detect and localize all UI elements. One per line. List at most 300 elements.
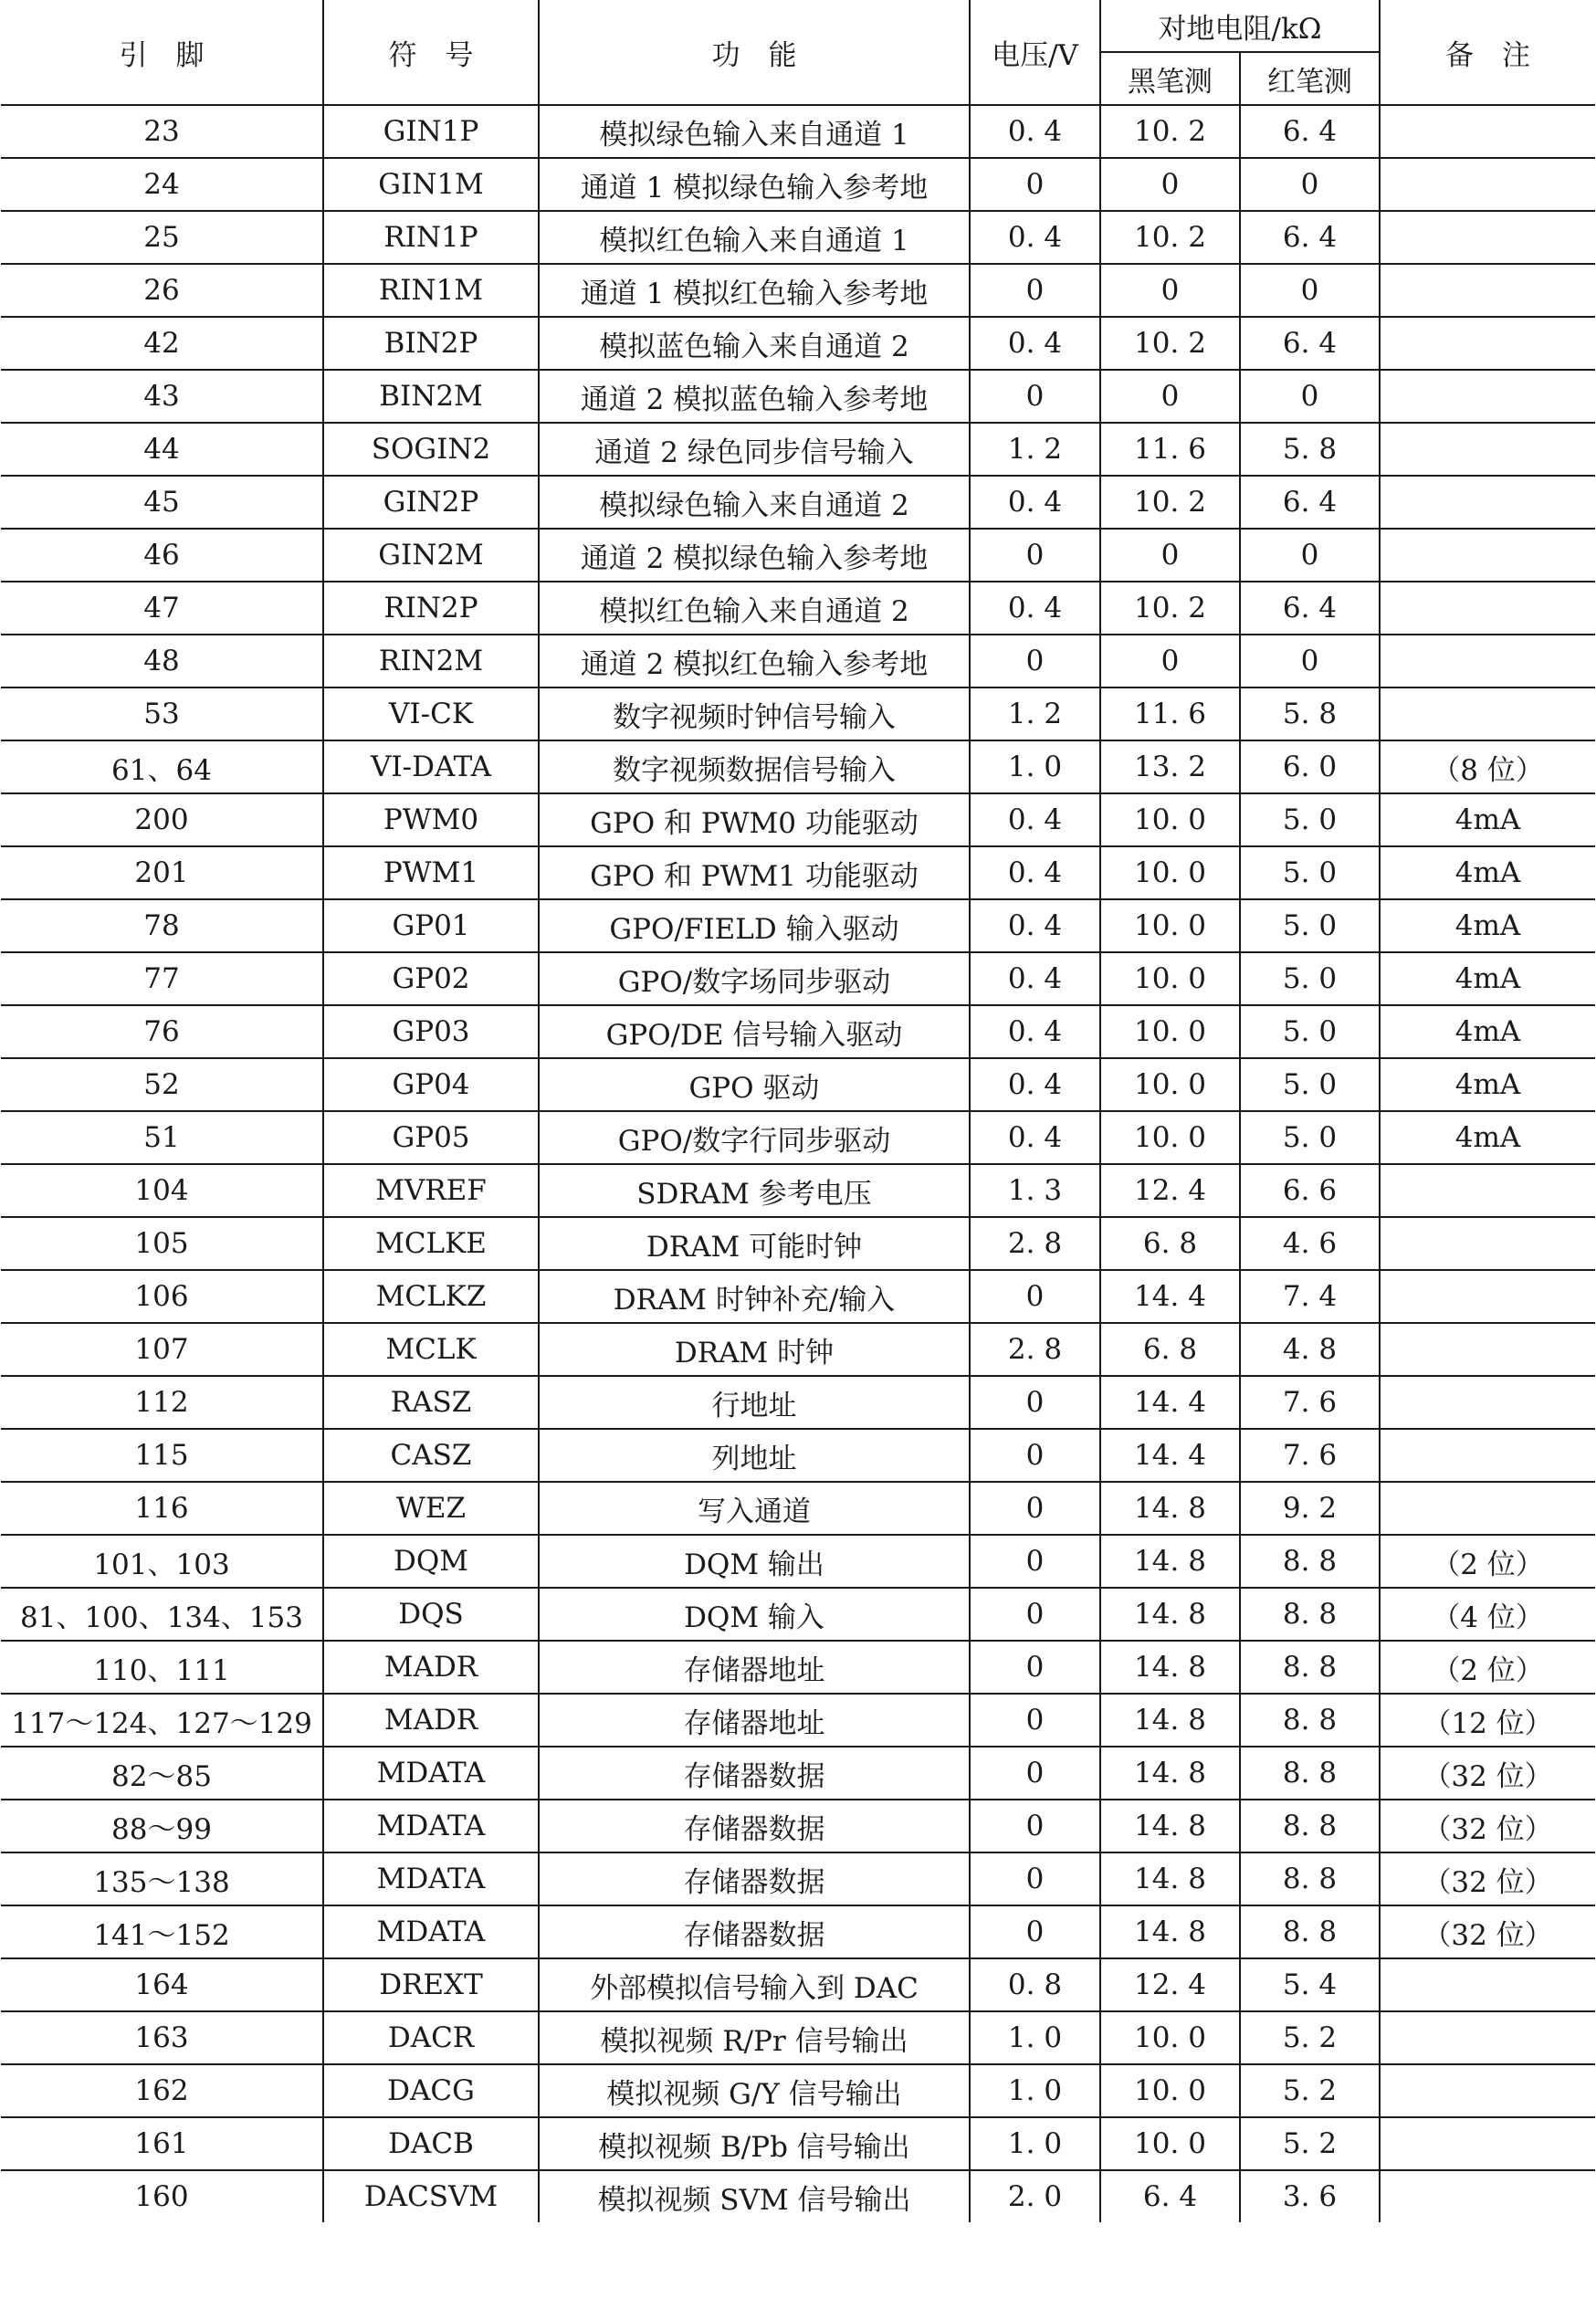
pin-cell: 61、64 (1, 740, 323, 793)
table-row (1, 423, 1595, 476)
table-row (1, 158, 1595, 211)
voltage-cell: 2. 8 (970, 1323, 1100, 1376)
pin-cell: 106 (1, 1270, 323, 1323)
header-red-probe: 红笔测 (1240, 52, 1380, 105)
pin-cell: 200 (1, 793, 323, 846)
header-function: 功 能 (539, 0, 970, 105)
red-probe-cell: 6. 4 (1240, 317, 1380, 370)
voltage-cell: 1. 0 (970, 2064, 1100, 2117)
note-cell (1380, 1164, 1595, 1217)
pin-cell: 76 (1, 1005, 323, 1058)
pin-cell: 77 (1, 952, 323, 1005)
pin-cell: 82～85 (1, 1747, 323, 1800)
function-cell: 模拟红色输入来自通道 1 (539, 211, 970, 264)
red-probe-cell: 8. 8 (1240, 1588, 1380, 1641)
symbol-cell: MDATA (323, 1852, 539, 1905)
red-probe-cell: 8. 8 (1240, 1747, 1380, 1800)
pin-cell: 78 (1, 899, 323, 952)
pin-cell: 23 (1, 105, 323, 158)
black-probe-cell: 0 (1100, 370, 1240, 423)
red-probe-cell: 6. 4 (1240, 582, 1380, 635)
red-probe-cell: 5. 2 (1240, 2011, 1380, 2064)
function-cell: 通道 2 模拟绿色输入参考地 (539, 529, 970, 582)
red-probe-cell: 0 (1240, 635, 1380, 687)
black-probe-cell: 11. 6 (1100, 687, 1240, 740)
symbol-cell: DQM (323, 1535, 539, 1588)
table-row (1, 317, 1595, 370)
voltage-cell: 2. 0 (970, 2170, 1100, 2222)
note-cell (1380, 2064, 1595, 2117)
symbol-cell: MCLKE (323, 1217, 539, 1270)
function-cell: 外部模拟信号输入到 DAC (539, 1958, 970, 2011)
red-probe-cell: 8. 8 (1240, 1800, 1380, 1852)
voltage-cell: 0 (970, 1482, 1100, 1535)
black-probe-cell: 14. 8 (1100, 1905, 1240, 1958)
note-cell (1380, 317, 1595, 370)
note-cell (1380, 2117, 1595, 2170)
header-black-probe: 黑笔测 (1100, 52, 1240, 105)
pin-cell: 44 (1, 423, 323, 476)
table-row (1, 1588, 1595, 1641)
function-cell: 存储器数据 (539, 1747, 970, 1800)
symbol-cell: MVREF (323, 1164, 539, 1217)
function-cell: 模拟绿色输入来自通道 1 (539, 105, 970, 158)
function-cell: 行地址 (539, 1376, 970, 1429)
pin-cell: 88～99 (1, 1800, 323, 1852)
table-row (1, 2117, 1595, 2170)
note-cell: （4 位） (1380, 1588, 1595, 1641)
black-probe-cell: 14. 8 (1100, 1800, 1240, 1852)
function-cell: GPO 和 PWM1 功能驱动 (539, 846, 970, 899)
black-probe-cell: 0 (1100, 264, 1240, 317)
function-cell: 模拟视频 R/Pr 信号输出 (539, 2011, 970, 2064)
symbol-cell: GIN1M (323, 158, 539, 211)
red-probe-cell: 9. 2 (1240, 1482, 1380, 1535)
black-probe-cell: 14. 8 (1100, 1747, 1240, 1800)
pin-cell: 161 (1, 2117, 323, 2170)
voltage-cell: 0. 4 (970, 1111, 1100, 1164)
pin-cell: 81、100、134、153 (1, 1588, 323, 1641)
voltage-cell: 0 (970, 1694, 1100, 1747)
red-probe-cell: 5. 8 (1240, 687, 1380, 740)
pin-cell: 163 (1, 2011, 323, 2064)
symbol-cell: DREXT (323, 1958, 539, 2011)
pin-cell: 45 (1, 476, 323, 529)
black-probe-cell: 14. 4 (1100, 1376, 1240, 1429)
function-cell: DQM 输出 (539, 1535, 970, 1588)
table-row (1, 1852, 1595, 1905)
note-cell (1380, 1429, 1595, 1482)
table-row (1, 1323, 1595, 1376)
red-probe-cell: 5. 2 (1240, 2064, 1380, 2117)
symbol-cell: CASZ (323, 1429, 539, 1482)
black-probe-cell: 0 (1100, 529, 1240, 582)
note-cell (1380, 1958, 1595, 2011)
voltage-cell: 0 (970, 1588, 1100, 1641)
black-probe-cell: 14. 8 (1100, 1482, 1240, 1535)
function-cell: DRAM 时钟 (539, 1323, 970, 1376)
note-cell: 4mA (1380, 952, 1595, 1005)
voltage-cell: 0 (970, 1270, 1100, 1323)
symbol-cell: DACB (323, 2117, 539, 2170)
black-probe-cell: 10. 0 (1100, 899, 1240, 952)
pin-cell: 110、111 (1, 1641, 323, 1694)
black-probe-cell: 10. 2 (1100, 105, 1240, 158)
pin-table (1, 0, 1595, 2222)
red-probe-cell: 5. 0 (1240, 899, 1380, 952)
pin-cell: 104 (1, 1164, 323, 1217)
note-cell (1380, 423, 1595, 476)
red-probe-cell: 8. 8 (1240, 1852, 1380, 1905)
function-cell: DRAM 时钟补充/输入 (539, 1270, 970, 1323)
red-probe-cell: 6. 4 (1240, 211, 1380, 264)
table-row (1, 1270, 1595, 1323)
voltage-cell: 0. 8 (970, 1958, 1100, 2011)
symbol-cell: GIN2P (323, 476, 539, 529)
pin-cell: 116 (1, 1482, 323, 1535)
note-cell: （2 位） (1380, 1641, 1595, 1694)
note-cell (1380, 582, 1595, 635)
red-probe-cell: 0 (1240, 370, 1380, 423)
function-cell: 通道 2 模拟红色输入参考地 (539, 635, 970, 687)
table-row (1, 1958, 1595, 2011)
symbol-cell: MADR (323, 1641, 539, 1694)
function-cell: 通道 1 模拟绿色输入参考地 (539, 158, 970, 211)
table-row (1, 1111, 1595, 1164)
red-probe-cell: 6. 4 (1240, 476, 1380, 529)
function-cell: 通道 2 绿色同步信号输入 (539, 423, 970, 476)
symbol-cell: MDATA (323, 1800, 539, 1852)
table-row (1, 1800, 1595, 1852)
pin-cell: 135～138 (1, 1852, 323, 1905)
red-probe-cell: 5. 0 (1240, 1111, 1380, 1164)
note-cell (1380, 687, 1595, 740)
symbol-cell: BIN2M (323, 370, 539, 423)
red-probe-cell: 5. 2 (1240, 2117, 1380, 2170)
voltage-cell: 1. 2 (970, 423, 1100, 476)
voltage-cell: 0 (970, 370, 1100, 423)
black-probe-cell: 14. 8 (1100, 1694, 1240, 1747)
function-cell: GPO/数字行同步驱动 (539, 1111, 970, 1164)
red-probe-cell: 8. 8 (1240, 1694, 1380, 1747)
pin-cell: 164 (1, 1958, 323, 2011)
symbol-cell: MDATA (323, 1747, 539, 1800)
symbol-cell: DACG (323, 2064, 539, 2117)
table-row (1, 529, 1595, 582)
table-row (1, 1164, 1595, 1217)
symbol-cell: GP03 (323, 1005, 539, 1058)
black-probe-cell: 10. 2 (1100, 582, 1240, 635)
note-cell (1380, 635, 1595, 687)
red-probe-cell: 5. 4 (1240, 1958, 1380, 2011)
black-probe-cell: 10. 0 (1100, 2064, 1240, 2117)
symbol-cell: GP04 (323, 1058, 539, 1111)
voltage-cell: 0. 4 (970, 899, 1100, 952)
red-probe-cell: 5. 0 (1240, 1005, 1380, 1058)
table-row (1, 1058, 1595, 1111)
symbol-cell: GIN2M (323, 529, 539, 582)
voltage-cell: 0. 4 (970, 952, 1100, 1005)
function-cell: GPO/DE 信号输入驱动 (539, 1005, 970, 1058)
symbol-cell: GP05 (323, 1111, 539, 1164)
pin-cell: 42 (1, 317, 323, 370)
voltage-cell: 0 (970, 264, 1100, 317)
note-cell: （32 位） (1380, 1747, 1595, 1800)
voltage-cell: 1. 2 (970, 687, 1100, 740)
function-cell: 通道 1 模拟红色输入参考地 (539, 264, 970, 317)
red-probe-cell: 0 (1240, 529, 1380, 582)
function-cell: 写入通道 (539, 1482, 970, 1535)
table-row (1, 1694, 1595, 1747)
red-probe-cell: 6. 4 (1240, 105, 1380, 158)
table-row (1, 846, 1595, 899)
black-probe-cell: 14. 8 (1100, 1641, 1240, 1694)
note-cell (1380, 370, 1595, 423)
red-probe-cell: 0 (1240, 264, 1380, 317)
table-row (1, 1482, 1595, 1535)
symbol-cell: MCLKZ (323, 1270, 539, 1323)
symbol-cell: PWM0 (323, 793, 539, 846)
pin-cell: 105 (1, 1217, 323, 1270)
note-cell (1380, 476, 1595, 529)
table-row (1, 2011, 1595, 2064)
function-cell: 模拟红色输入来自通道 2 (539, 582, 970, 635)
symbol-cell: GP01 (323, 899, 539, 952)
symbol-cell: VI-DATA (323, 740, 539, 793)
red-probe-cell: 5. 0 (1240, 846, 1380, 899)
note-cell (1380, 211, 1595, 264)
note-cell (1380, 158, 1595, 211)
note-cell: 4mA (1380, 1111, 1595, 1164)
function-cell: 存储器地址 (539, 1641, 970, 1694)
black-probe-cell: 10. 0 (1100, 1058, 1240, 1111)
note-cell: （2 位） (1380, 1535, 1595, 1588)
voltage-cell: 0 (970, 1641, 1100, 1694)
table-row (1, 582, 1595, 635)
table-row (1, 1429, 1595, 1482)
symbol-cell: RASZ (323, 1376, 539, 1429)
note-cell (1380, 264, 1595, 317)
function-cell: 存储器地址 (539, 1694, 970, 1747)
table-body (1, 105, 1595, 2222)
symbol-cell: DQS (323, 1588, 539, 1641)
voltage-cell: 1. 0 (970, 2011, 1100, 2064)
table-row (1, 2064, 1595, 2117)
symbol-cell: DACR (323, 2011, 539, 2064)
note-cell: （32 位） (1380, 1800, 1595, 1852)
black-probe-cell: 0 (1100, 635, 1240, 687)
symbol-cell: GP02 (323, 952, 539, 1005)
black-probe-cell: 6. 4 (1100, 2170, 1240, 2222)
function-cell: 模拟视频 SVM 信号输出 (539, 2170, 970, 2222)
function-cell: DRAM 可能时钟 (539, 1217, 970, 1270)
table-row (1, 1535, 1595, 1588)
voltage-cell: 0 (970, 1376, 1100, 1429)
note-cell: （32 位） (1380, 1905, 1595, 1958)
red-probe-cell: 6. 6 (1240, 1164, 1380, 1217)
red-probe-cell: 7. 6 (1240, 1429, 1380, 1482)
black-probe-cell: 10. 2 (1100, 476, 1240, 529)
header-note: 备 注 (1380, 0, 1595, 105)
table-row (1, 211, 1595, 264)
function-cell: 模拟视频 B/Pb 信号输出 (539, 2117, 970, 2170)
black-probe-cell: 12. 4 (1100, 1164, 1240, 1217)
red-probe-cell: 0 (1240, 158, 1380, 211)
voltage-cell: 0. 4 (970, 317, 1100, 370)
voltage-cell: 0. 4 (970, 582, 1100, 635)
function-cell: 存储器数据 (539, 1852, 970, 1905)
note-cell: 4mA (1380, 846, 1595, 899)
function-cell: SDRAM 参考电压 (539, 1164, 970, 1217)
pin-cell: 160 (1, 2170, 323, 2222)
note-cell (1380, 1217, 1595, 1270)
voltage-cell: 0. 4 (970, 476, 1100, 529)
voltage-cell: 0. 4 (970, 846, 1100, 899)
note-cell: 4mA (1380, 793, 1595, 846)
voltage-cell: 0 (970, 1747, 1100, 1800)
pin-cell: 117～124、127～129 (1, 1694, 323, 1747)
black-probe-cell: 10. 0 (1100, 846, 1240, 899)
table-row (1, 264, 1595, 317)
black-probe-cell: 14. 4 (1100, 1429, 1240, 1482)
pin-cell: 43 (1, 370, 323, 423)
symbol-cell: SOGIN2 (323, 423, 539, 476)
black-probe-cell: 10. 2 (1100, 317, 1240, 370)
table-row (1, 105, 1595, 158)
red-probe-cell: 5. 0 (1240, 952, 1380, 1005)
pin-cell: 53 (1, 687, 323, 740)
red-probe-cell: 8. 8 (1240, 1905, 1380, 1958)
pin-cell: 48 (1, 635, 323, 687)
symbol-cell: MDATA (323, 1905, 539, 1958)
symbol-cell: PWM1 (323, 846, 539, 899)
black-probe-cell: 12. 4 (1100, 1958, 1240, 2011)
red-probe-cell: 8. 8 (1240, 1641, 1380, 1694)
pin-cell: 51 (1, 1111, 323, 1164)
symbol-cell: GIN1P (323, 105, 539, 158)
note-cell: 4mA (1380, 899, 1595, 952)
black-probe-cell: 14. 4 (1100, 1270, 1240, 1323)
note-cell (1380, 105, 1595, 158)
function-cell: GPO 和 PWM0 功能驱动 (539, 793, 970, 846)
black-probe-cell: 13. 2 (1100, 740, 1240, 793)
note-cell (1380, 1376, 1595, 1429)
pin-cell: 201 (1, 846, 323, 899)
table-row (1, 635, 1595, 687)
function-cell: DQM 输入 (539, 1588, 970, 1641)
red-probe-cell: 5. 0 (1240, 1058, 1380, 1111)
pin-cell: 115 (1, 1429, 323, 1482)
table-row (1, 793, 1595, 846)
pin-cell: 25 (1, 211, 323, 264)
pin-cell: 46 (1, 529, 323, 582)
red-probe-cell: 7. 6 (1240, 1376, 1380, 1429)
table-row (1, 476, 1595, 529)
voltage-cell: 0. 4 (970, 211, 1100, 264)
voltage-cell: 0. 4 (970, 105, 1100, 158)
pin-cell: 101、103 (1, 1535, 323, 1588)
pin-cell: 24 (1, 158, 323, 211)
voltage-cell: 0 (970, 1535, 1100, 1588)
table-row (1, 1747, 1595, 1800)
black-probe-cell: 10. 0 (1100, 952, 1240, 1005)
function-cell: 通道 2 模拟蓝色输入参考地 (539, 370, 970, 423)
table-row (1, 370, 1595, 423)
voltage-cell: 0 (970, 1800, 1100, 1852)
table-row (1, 1376, 1595, 1429)
table-row (1, 740, 1595, 793)
symbol-cell: MCLK (323, 1323, 539, 1376)
black-probe-cell: 6. 8 (1100, 1323, 1240, 1376)
symbol-cell: RIN1P (323, 211, 539, 264)
black-probe-cell: 10. 0 (1100, 1005, 1240, 1058)
symbol-cell: WEZ (323, 1482, 539, 1535)
pin-cell: 141～152 (1, 1905, 323, 1958)
voltage-cell: 0. 4 (970, 1058, 1100, 1111)
black-probe-cell: 10. 0 (1100, 793, 1240, 846)
voltage-cell: 2. 8 (970, 1217, 1100, 1270)
function-cell: GPO/数字场同步驱动 (539, 952, 970, 1005)
pin-cell: 47 (1, 582, 323, 635)
red-probe-cell: 4. 6 (1240, 1217, 1380, 1270)
symbol-cell: RIN2P (323, 582, 539, 635)
symbol-cell: RIN2M (323, 635, 539, 687)
function-cell: 列地址 (539, 1429, 970, 1482)
red-probe-cell: 5. 0 (1240, 793, 1380, 846)
table-row (1, 2170, 1595, 2222)
red-probe-cell: 4. 8 (1240, 1323, 1380, 1376)
table-row (1, 1641, 1595, 1694)
voltage-cell: 0. 4 (970, 1005, 1100, 1058)
note-cell (1380, 1482, 1595, 1535)
pin-cell: 162 (1, 2064, 323, 2117)
function-cell: GPO 驱动 (539, 1058, 970, 1111)
voltage-cell: 0. 4 (970, 793, 1100, 846)
red-probe-cell: 7. 4 (1240, 1270, 1380, 1323)
voltage-cell: 0 (970, 1429, 1100, 1482)
black-probe-cell: 10. 0 (1100, 1111, 1240, 1164)
table-row (1, 899, 1595, 952)
red-probe-cell: 3. 6 (1240, 2170, 1380, 2222)
symbol-cell: RIN1M (323, 264, 539, 317)
note-cell: （8 位） (1380, 740, 1595, 793)
symbol-cell: BIN2P (323, 317, 539, 370)
table-row (1, 1217, 1595, 1270)
table-row (1, 687, 1595, 740)
table-header (1, 0, 1595, 105)
voltage-cell: 0 (970, 1905, 1100, 1958)
note-cell: 4mA (1380, 1005, 1595, 1058)
symbol-cell: VI-CK (323, 687, 539, 740)
header-voltage: 电压/V (970, 0, 1100, 105)
function-cell: GPO/FIELD 输入驱动 (539, 899, 970, 952)
black-probe-cell: 0 (1100, 158, 1240, 211)
note-cell: （12 位） (1380, 1694, 1595, 1747)
voltage-cell: 0 (970, 158, 1100, 211)
note-cell (1380, 529, 1595, 582)
function-cell: 数字视频时钟信号输入 (539, 687, 970, 740)
header-resistance: 对地电阻/kΩ (1100, 0, 1380, 52)
function-cell: 模拟视频 G/Y 信号输出 (539, 2064, 970, 2117)
function-cell: 存储器数据 (539, 1800, 970, 1852)
red-probe-cell: 6. 0 (1240, 740, 1380, 793)
function-cell: 模拟绿色输入来自通道 2 (539, 476, 970, 529)
note-cell: 4mA (1380, 1058, 1595, 1111)
voltage-cell: 1. 3 (970, 1164, 1100, 1217)
header-pin: 引 脚 (1, 0, 323, 105)
black-probe-cell: 10. 2 (1100, 211, 1240, 264)
voltage-cell: 0 (970, 529, 1100, 582)
